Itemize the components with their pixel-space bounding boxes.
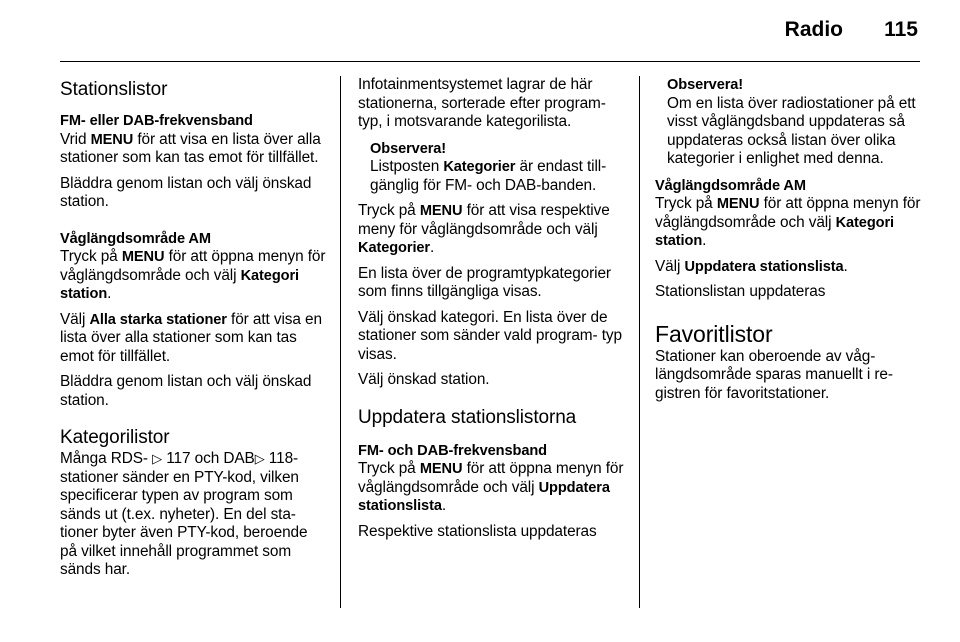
page-reference-arrow-icon: ▷ [152,451,163,466]
paragraph: Välj önskad kategori. En lista över de stationer som sänder vald program- typ visas. [358,308,622,363]
paragraph: Bläddra genom listan och välj önskad station. [60,373,312,409]
paragraph: Vrid MENU för att visa en lista över alla stationer som kan tas emot för tillfället. [60,130,321,166]
section-title: Radio [784,18,843,41]
note-title: Observera! [370,140,447,157]
paragraph: Tryck på MENU för att öppna menyn för våglängdsområde och välj Kategori station. [60,248,326,302]
page-reference-arrow-icon: ▷ [254,451,265,466]
heading-uppdatera: Uppdatera stationslistorna [358,406,577,428]
note-box [655,76,927,169]
column-divider-1 [340,76,341,608]
note-text: Listposten Kategorier är endast till- gänglig för FM- och DAB-banden. [370,158,607,194]
paragraph: Stationer kan oberoende av våg- längdsområde sparas manuellt i re- gistren för favoritstationer. [655,347,893,402]
column-2 [358,76,624,541]
paragraph: Stationslistan uppdateras [655,283,826,300]
page-header [0,0,960,62]
subheading-fm-dab: FM- eller DAB-frekvensband [60,113,253,129]
paragraph: Respektive stationslista uppdateras [358,522,597,540]
paragraph: Välj Uppdatera stationslista. [655,257,848,275]
note-box [358,140,624,196]
subheading-am: Våglängdsområde AM [655,177,806,194]
subheading-fm-dab: FM- och DAB-frekvensband [358,442,547,459]
header-rule [60,61,920,62]
note-title: Observera! [667,77,744,93]
page-number: 115 [884,18,918,41]
paragraph: Infotainmentsystemet lagrar de här stationerna, sorterade efter program- typ, i motsvarande kategorilista. [358,76,606,130]
menu-keyword: MENU [90,131,134,148]
paragraph: Välj önskad station. [358,371,490,388]
paragraph: Många RDS- ▷ 117 och DAB▷ 118- stationer sänder en PTY-kod, vilken specificerar typen av program som sänds ut (t.ex. nyheter). En del sta- tioner byter även PTY-kod, beroende på vilket innehåll programmet som sänds har. [60,450,308,578]
column-divider-2 [639,76,640,608]
paragraph: Välj Alla starka stationer för att visa en lista över alla stationer som kan tas emot för tillfället. [60,310,322,365]
paragraph: Bläddra genom listan och välj önskad station. [60,174,312,210]
heading-favoritlistor: Favoritlistor [655,320,773,347]
paragraph: Tryck på MENU för att öppna menyn för våglängdsområde och välj Uppdatera stationslista. [358,460,624,514]
column-3 [655,76,927,403]
heading-kategorilistor: Kategorilistor [60,427,170,448]
column-1 [60,76,328,580]
paragraph: Tryck på MENU för att öppna menyn för våglängdsområde och välj Kategori station. [655,195,921,249]
subheading-am: Våglängdsområde AM [60,230,211,247]
heading-stationslistor: Stationslistor [60,79,168,100]
note-text: Om en lista över radiostationer på ett visst våglängdsband uppdateras så uppdateras också listan över olika kategorier i enlighet med denna. [667,94,916,167]
paragraph: Tryck på MENU för att visa respektive meny för våglängdsområde och välj Kategorier. [358,202,610,256]
paragraph: En lista över de programtypkategorier som finns tillgängliga visas. [358,264,611,300]
